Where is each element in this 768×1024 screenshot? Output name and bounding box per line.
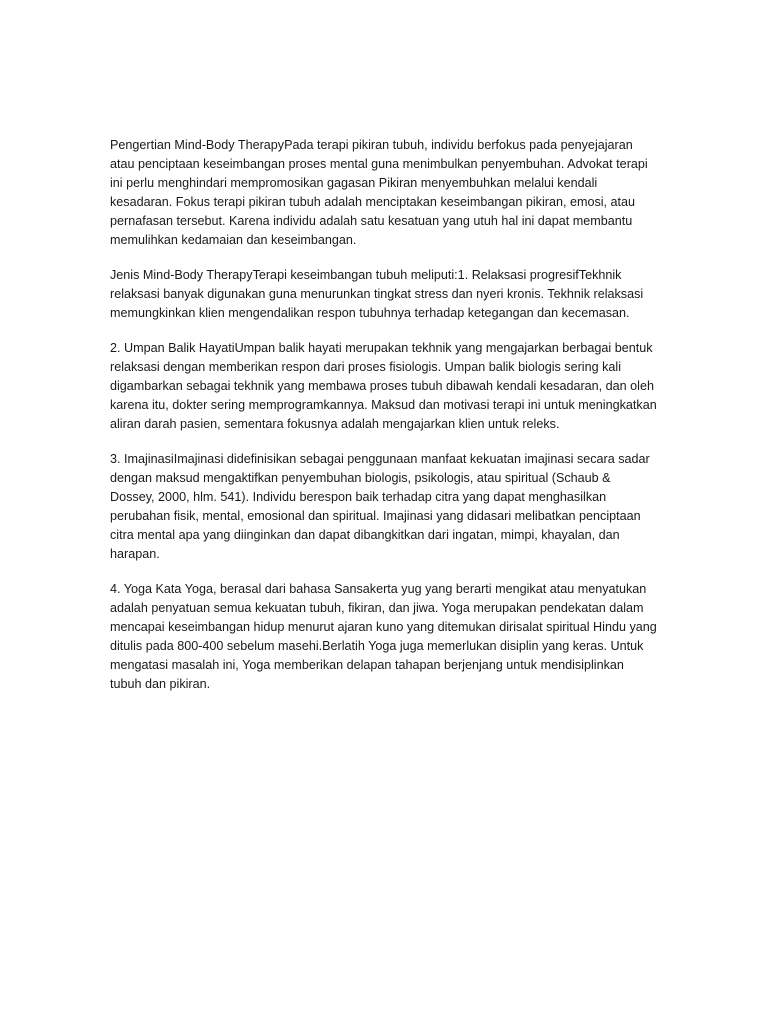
paragraph-yoga: 4. Yoga Kata Yoga, berasal dari bahasa Sansakerta yug yang berarti mengikat atau menyatukan adalah penyatuan semua kekuatan tubuh, fikiran, dan jiwa. Yoga merupakan pendekatan dalam mencapai keseimbangan hidup menurut ajaran kuno yang ditemukan dirisalat spiritual Hindu yang ditulis pada 800-400 sebelum masehi.Berlatih Yoga juga memerlukan disiplin yang keras. Untuk mengatasi masalah ini, Yoga memberikan delapan tahapan berjenjang untuk mendisiplinkan tubuh dan pikiran. [110, 582, 657, 691]
document-body [110, 136, 658, 710]
paragraph-types-relaxation: Jenis Mind-Body TherapyTerapi keseimbangan tubuh meliputi:1. Relaksasi progresifTekhnik relaksasi banyak digunakan guna menurunkan tingkat stress dan nyeri kronis. Tekhnik relaksasi memungkinkan klien mengendalikan respon tubuhnya terhadap ketegangan dan kecemasan. [110, 268, 644, 320]
paragraph-imagery: 3. ImajinasiImajinasi didefinisikan sebagai penggunaan manfaat kekuatan imajinasi secara sadar dengan maksud mengaktifkan penyembuhan biologis, psikologis, atau spiritual (Schaub & Dossey, 2000, hlm. 541). Individu berespon baik terhadap citra yang dapat menghasilkan perubahan fisik, mental, emosional dan spiritual. Imajinasi yang didasari melibatkan penciptaan citra mental apa yang diinginkan dan dapat dibangkitkan dari ingatan, mimpi, khayalan, dan harapan. [110, 452, 650, 561]
paragraph-biofeedback: 2. Umpan Balik HayatiUmpan balik hayati merupakan tekhnik yang mengajarkan berbagai bentuk relaksasi dengan memberikan respon dari proses fisiologis. Umpan balik biologis sering kali digambarkan sebagai tekhnik yang membawa proses tubuh dibawah kendali kesadaran, dan oleh karena itu, dokter sering memprogramkannya. Maksud dan motivasi terapi ini untuk meningkatkan aliran darah pasien, sementara fokusnya adalah mengajarkan klien untuk releks. [110, 341, 657, 431]
paragraph-mind-body-definition: Pengertian Mind-Body TherapyPada terapi pikiran tubuh, individu berfokus pada penyejajaran atau penciptaan keseimbangan proses mental guna menimbulkan penyembuhan. Advokat terapi ini perlu menghindari mempromosikan gagasan Pikiran menyembuhkan melalui kendali kesadaran. Fokus terapi pikiran tubuh adalah menciptakan keseimbangan pikiran, emosi, atau pernafasan tersebut. Karena individu adalah satu kesatuan yang utuh hal ini dapat membantu memulihkan kedamaian dan keseimbangan. [110, 138, 648, 247]
